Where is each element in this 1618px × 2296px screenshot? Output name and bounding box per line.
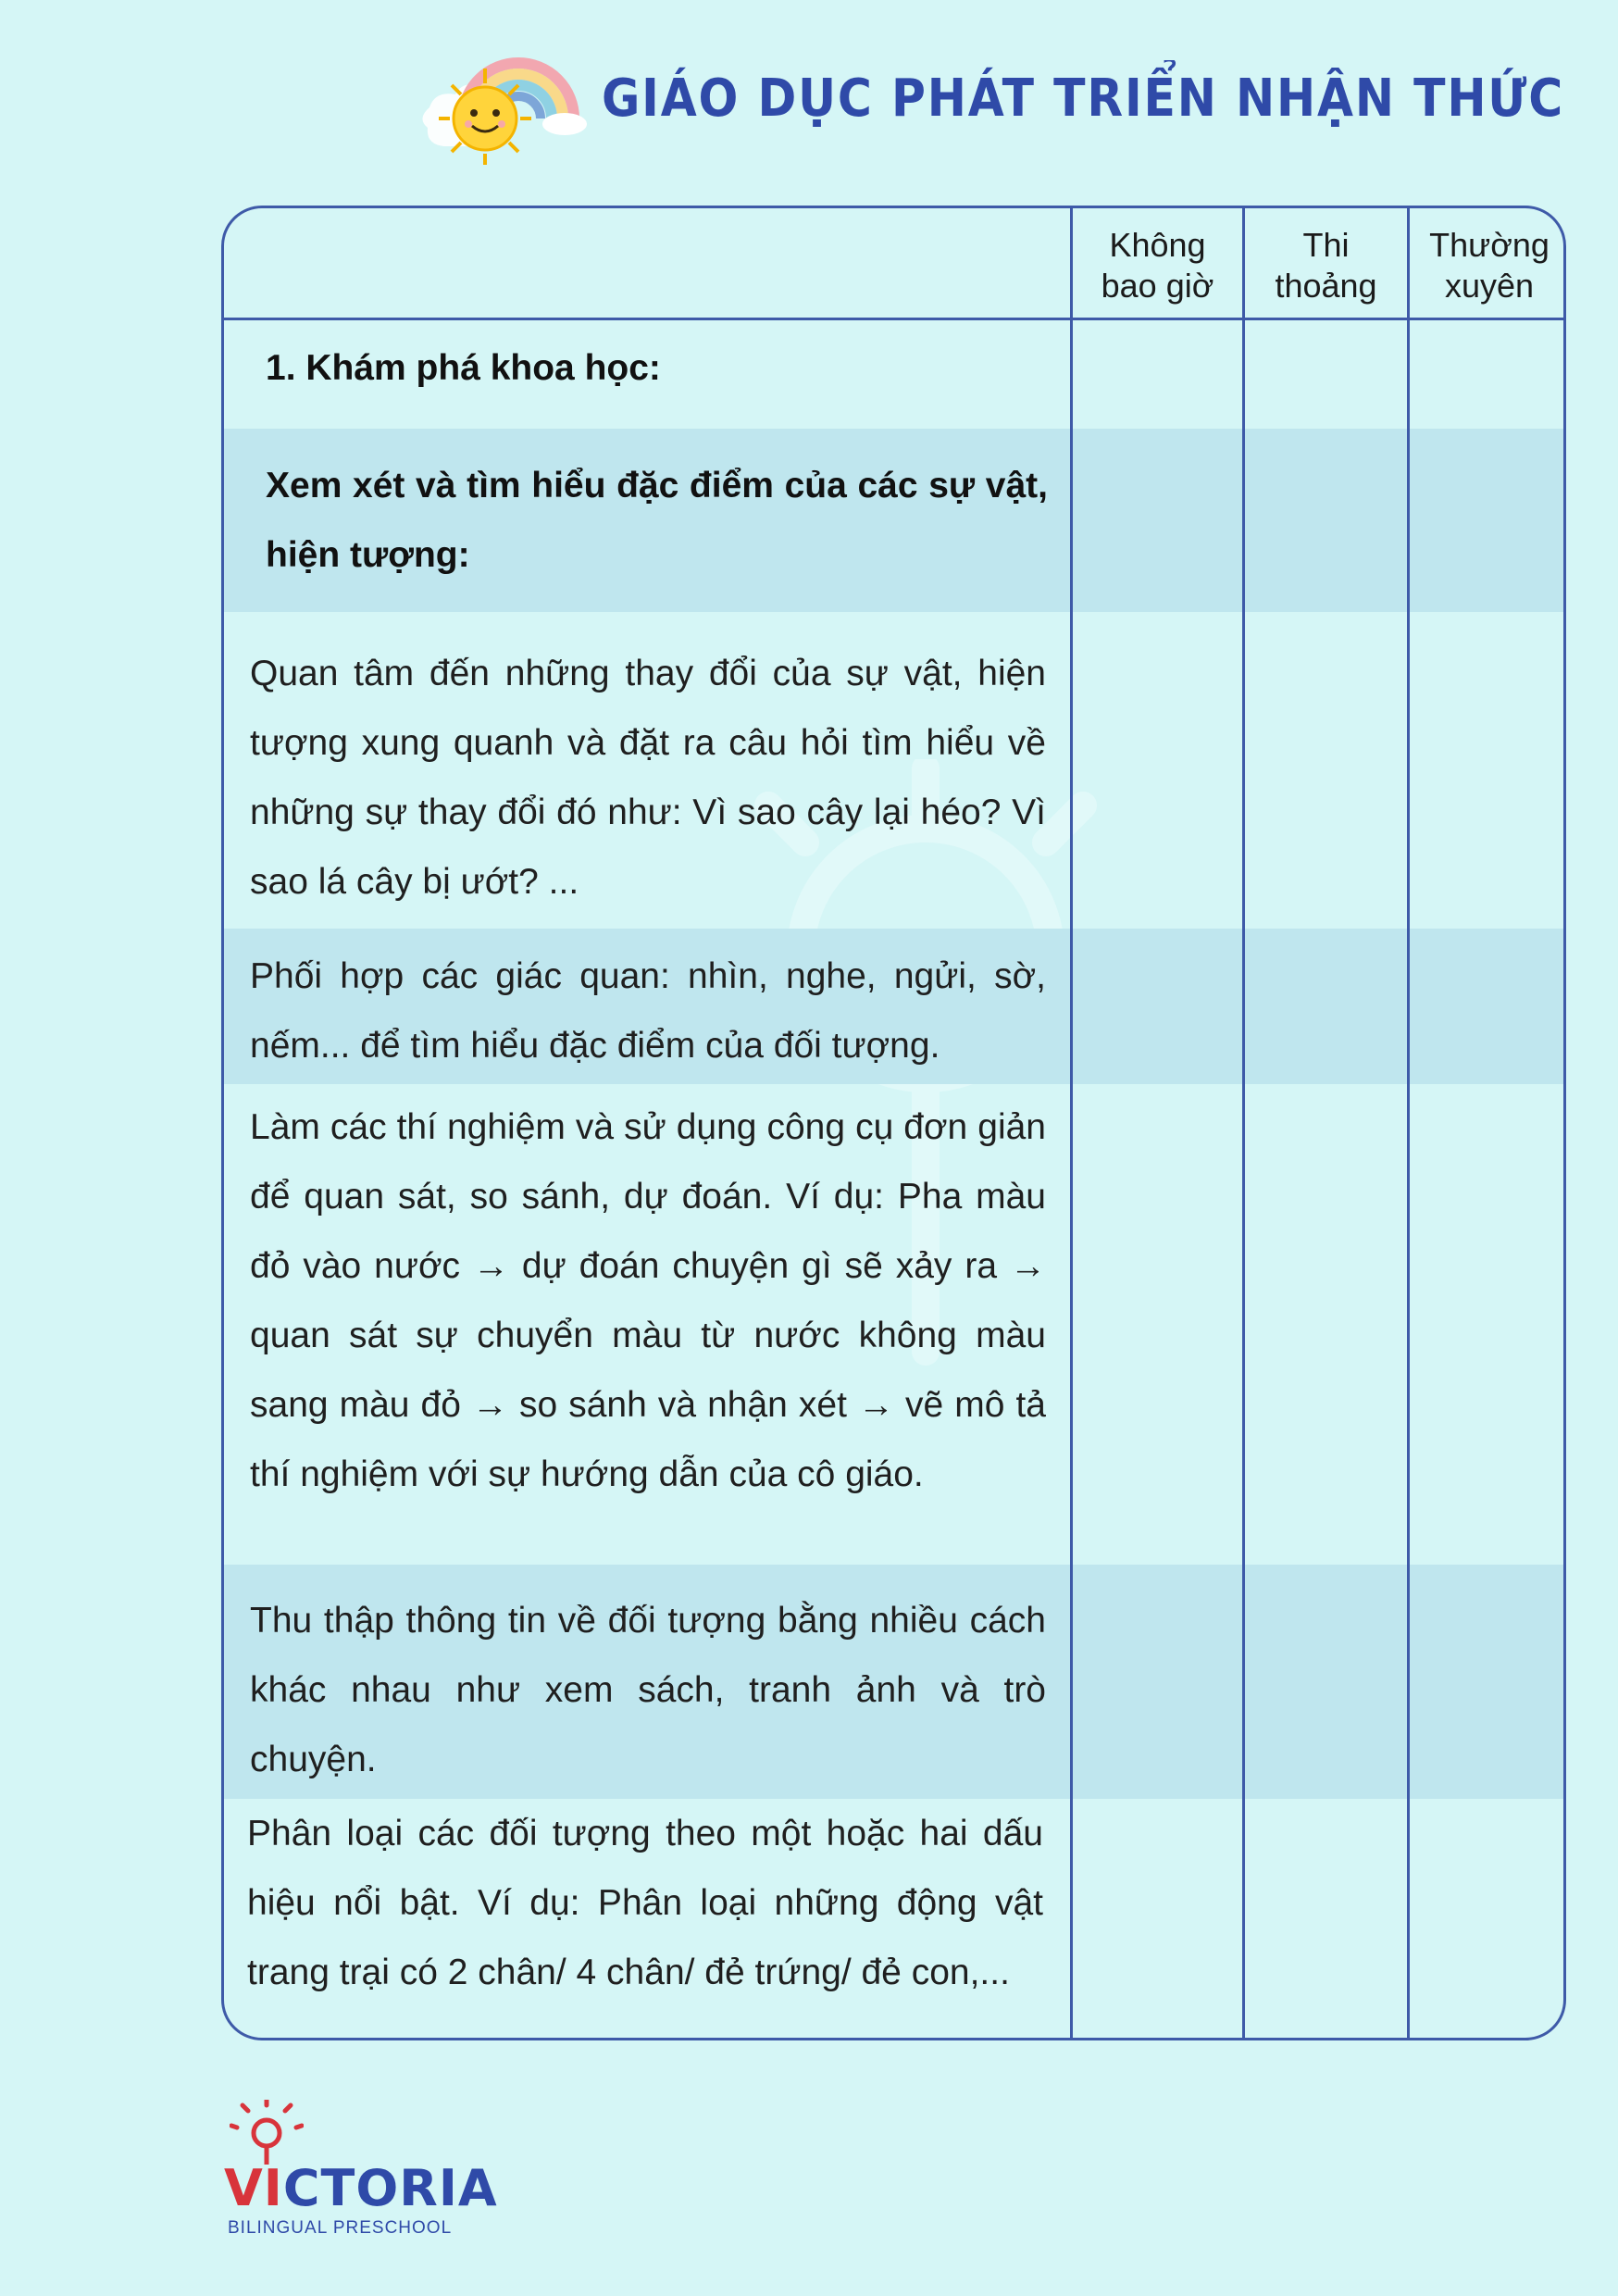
criterion-text: Phối hợp các giác quan: nhìn, nghe, ngửi, sờ, nếm... để tìm hiểu đặc điểm của đối tượng. [250,956,1046,1066]
header-divider [224,318,1563,320]
column-header-never [1073,225,1242,306]
column-header-line: Thi [1302,226,1350,264]
column-header-sometimes [1245,225,1407,306]
column-header-line: xuyên [1444,267,1535,305]
subsection-heading: Xem xét và tìm hiểu đặc điểm của các sự vật, hiện tượng: [266,466,1048,575]
logo-name-highlight: VI [224,2159,283,2217]
page-title: GIÁO DỤC PHÁT TRIỂN NHẬN THỨC [602,69,1565,129]
criterion-text: Quan tâm đến những thay đổi của sự vật, hiện tượng xung quanh và đặt ra câu hỏi tìm hiểu về những sự thay đổi đó như: Vì sao cây lại héo? Vì sao lá cây bị ướt? ... [250,654,1046,902]
torch-icon [230,2100,304,2165]
page-header [407,35,1565,165]
criterion-text: Thu thập thông tin về đối tượng bằng nhiều cách khác nhau như xem sách, tranh ảnh và trò chuyện. [250,1601,1046,1779]
column-divider [1407,208,1410,2038]
section-heading: 1. Khám phá khoa học: [266,348,661,388]
column-header-line: Thường [1429,226,1550,264]
rainbow-sun-icon [407,35,592,165]
column-header-line: bao giờ [1101,267,1214,305]
assessment-table [221,206,1566,2040]
criterion-text: Làm các thí nghiệm và sử dụng công cụ đơn giản để quan sát, so sánh, dự đoán. Ví dụ: Pha màu đỏ vào nước → dự đoán chuyện gì sẽ xảy ra → quan sát sự chuyển màu từ nước không màu sang màu đỏ → so sánh và nhận xét → vẽ mô tả thí nghiệm với sự hướng dẫn của cô giáo. [250,1107,1046,1494]
column-header-line: Không [1109,226,1206,264]
column-divider [1242,208,1245,2038]
logo-subtitle: BILINGUAL PRESCHOOL [228,2218,453,2238]
logo-name [224,2159,498,2217]
criterion-text: Phân loại các đối tượng theo một hoặc hai dấu hiệu nổi bật. Ví dụ: Phân loại những động vật trang trại có 2 chân/ 4 chân/ đẻ trứng/ đẻ con,... [247,1814,1043,1992]
column-header-line: thoảng [1275,267,1377,305]
logo-name-rest: CTORIA [282,2159,498,2217]
column-header-often [1410,225,1566,306]
column-divider [1070,208,1073,2038]
